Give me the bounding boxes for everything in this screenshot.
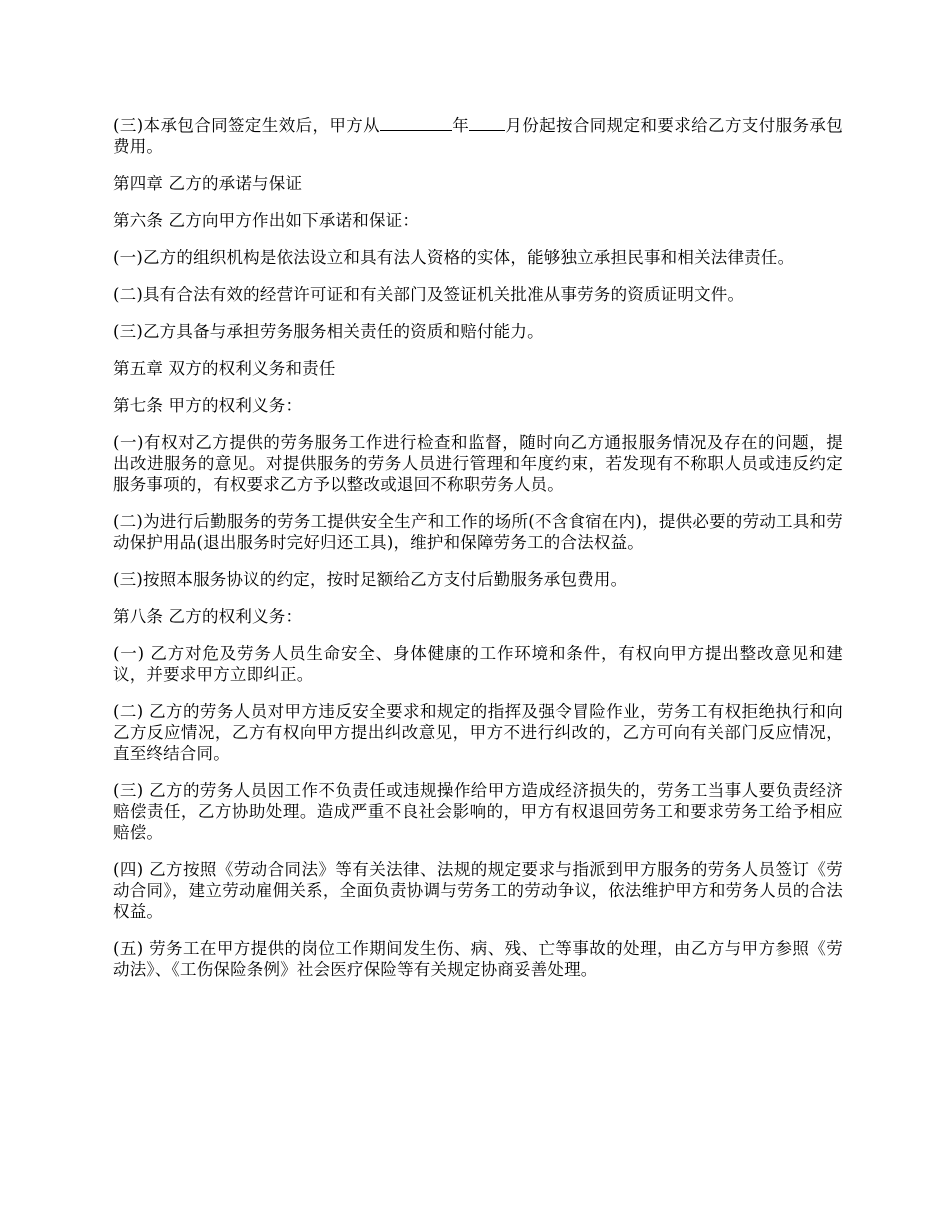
clause-paragraph: (四) 乙方按照《劳动合同法》等有关法律、法规的规定要求与指派到甲方服务的劳务人员签订《劳动合同》，建立劳动雇佣关系，全面负责协调与劳务工的劳动争议，依法维护甲方和劳务人员的合法权益。 — [113, 860, 843, 921]
paragraph-text: (三)本承包合同签定生效后，甲方从 — [113, 116, 381, 135]
clause-paragraph: (五) 劳务工在甲方提供的岗位工作期间发生伤、病、残、亡等事故的处理，由乙方与甲方参照《劳动法》、《工伤保险条例》社会医疗保险等有关规定协商妥善处理。 — [113, 939, 843, 979]
clause-paragraph: (三) 乙方的劳务人员因工作不负责任或违规操作给甲方造成经济损失的，劳务工当事人要负责经济赔偿责任，乙方协助处理。造成严重不良社会影响的，甲方有权退回劳务工和要求劳务工给予相应赔偿。 — [113, 781, 843, 842]
clause-paragraph: (二)为进行后勤服务的劳务工提供安全生产和工作的场所(不含食宿在内)，提供必要的劳动工具和劳动保护用品(退出服务时完好归还工具)，维护和保障劳务工的合法权益。 — [113, 512, 843, 552]
article-heading: 第八条 乙方的权利义务： — [113, 607, 303, 626]
chapter-heading: 第五章 双方的权利义务和责任 — [113, 359, 336, 378]
clause-paragraph: (三)按照本服务协议的约定，按时足额给乙方支付后勤服务承包费用。 — [113, 570, 628, 589]
article-heading: 第六条 乙方向甲方作出如下承诺和保证： — [113, 211, 420, 230]
chapter-heading: 第四章 乙方的承诺与保证 — [113, 174, 303, 193]
paragraph-payment-start — [113, 113, 843, 157]
paragraph-text: 月份起按合同规定和要求给乙方支付服务承包费用。 — [113, 116, 844, 156]
clause-paragraph: (三)乙方具备与承担劳务服务相关责任的资质和赔付能力。 — [113, 322, 544, 341]
month-blank — [469, 113, 505, 131]
clause-paragraph: (二) 乙方的劳务人员对甲方违反安全要求和规定的指挥及强令冒险作业，劳务工有权拒绝执行和向乙方反应情况，乙方有权向甲方提出纠改意见，甲方不进行纠改的，乙方可向有关部门反应情况，直至终结合同。 — [113, 702, 843, 763]
year-blank — [380, 113, 452, 131]
clause-paragraph: (二)具有合法有效的经营许可证和有关部门及签证机关批准从事劳务的资质证明文件。 — [113, 285, 745, 304]
paragraph-text: 年 — [452, 116, 470, 135]
clause-paragraph: (一)有权对乙方提供的劳务服务工作进行检查和监督，随时向乙方通报服务情况及存在的问题，提出改进服务的意见。对提供服务的劳务人员进行管理和年度约束，若发现有不称职人员或违反约定服务事项的，有权要求乙方予以整改或退回不称职劳务人员。 — [113, 433, 843, 494]
document-page — [113, 113, 843, 996]
article-heading: 第七条 甲方的权利义务： — [113, 396, 303, 415]
clause-paragraph: (一) 乙方对危及劳务人员生命安全、身体健康的工作环境和条件，有权向甲方提出整改意见和建议，并要求甲方立即纠正。 — [113, 644, 843, 684]
clause-paragraph: (一)乙方的组织机构是依法设立和具有法人资格的实体，能够独立承担民事和相关法律责任。 — [113, 248, 795, 267]
